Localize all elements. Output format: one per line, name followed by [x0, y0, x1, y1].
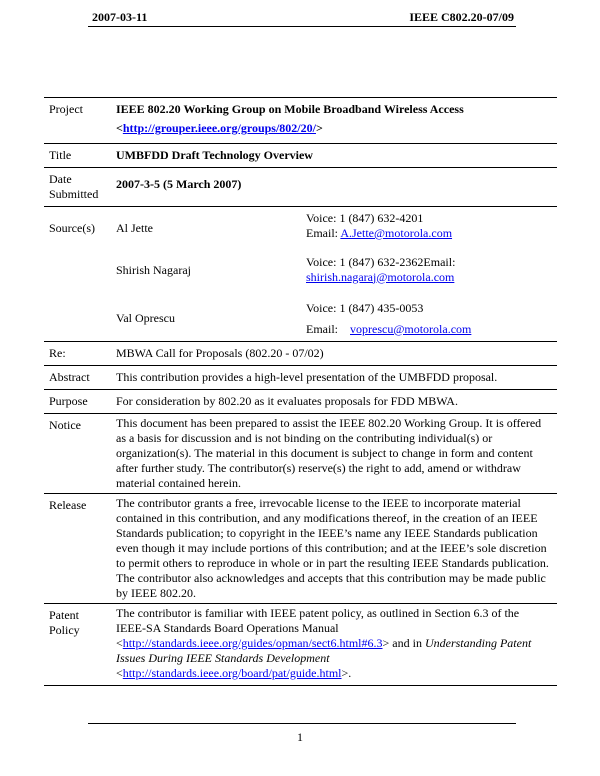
- source-1-email[interactable]: A.Jette@motorola.com: [340, 226, 453, 240]
- source-1-cell: [111, 207, 557, 247]
- project-link[interactable]: http://grouper.ieee.org/groups/802/20/: [122, 121, 316, 135]
- row-source-3: [44, 295, 557, 342]
- patent-text-3: <: [116, 665, 123, 680]
- source-1-name: Al Jette: [116, 221, 153, 235]
- notice-label: Notice: [49, 417, 81, 432]
- re-label: Re:: [49, 345, 66, 360]
- row-purpose: [44, 389, 557, 413]
- row-project: [44, 98, 557, 144]
- patent-value: [111, 603, 557, 685]
- row-release: [44, 493, 557, 603]
- row-notice: [44, 413, 557, 493]
- source-3-voice: Voice: 1 (847) 435-0053: [306, 300, 424, 315]
- source-2-voice: Voice: 1 (847) 632-2362Email:: [306, 254, 456, 269]
- source-2-cell: [111, 247, 557, 295]
- patent-guide-title: Understanding Patent Issues During IEEE Standards Development: [116, 635, 532, 665]
- header-doc-id: IEEE C802.20-07/09: [409, 10, 514, 24]
- row-patent: [44, 603, 557, 685]
- patent-label-line2: Policy: [49, 622, 80, 637]
- source-3-email[interactable]: voprescu@motorola.com: [350, 321, 472, 336]
- page-number: 1: [297, 730, 303, 744]
- row-date: [44, 168, 557, 207]
- source-1-email-label: Email:: [306, 226, 341, 240]
- cover-table: [44, 97, 557, 686]
- date-label: [44, 168, 111, 207]
- header-divider: [88, 26, 516, 27]
- title-value: UMBFDD Draft Technology Overview: [116, 148, 313, 162]
- purpose-label: Purpose: [49, 393, 88, 408]
- patent-text-4: >.: [341, 665, 352, 680]
- source-3-spacer: [44, 295, 111, 342]
- date-value: [111, 168, 557, 207]
- header-date: 2007-03-11: [92, 10, 148, 24]
- re-value: MBWA Call for Proposals (802.20 - 07/02): [116, 345, 324, 360]
- patent-link-opman[interactable]: http://standards.ieee.org/guides/opman/sect6.html#6.3: [122, 635, 383, 650]
- source-2-spacer: [44, 247, 111, 295]
- source-1-voice: Voice: 1 (847) 632-4201: [306, 211, 424, 225]
- purpose-value: For consideration by 802.20 as it evaluates proposals for FDD MBWA.: [116, 393, 458, 408]
- patent-text-2: > and in: [382, 635, 425, 650]
- date-label-line1: Date: [49, 172, 72, 186]
- row-title: [44, 144, 557, 168]
- abstract-value: This contribution provides a high-level presentation of the UMBFDD proposal.: [116, 369, 498, 384]
- project-cell: [111, 98, 557, 144]
- source-2-email[interactable]: shirish.nagaraj@motorola.com: [306, 269, 455, 284]
- notice-value: This document has been prepared to assist the IEEE 802.20 Working Group. It is offered as a basis for discussion and is not binding on the contributing individual(s) or organization(s). The material in this document is subject to change in form and content after further study. The contributor(s) reserve(s) the right to add, amend or withdraw material contained herein.: [116, 415, 542, 490]
- project-link-line: [116, 121, 552, 136]
- sources-label: Source(s): [49, 221, 95, 235]
- patent-text-1: The contributor is familiar with IEEE patent policy, as outlined in Section 6.3 of the IEEE-SA Standards Board Operations Manual <: [116, 605, 520, 650]
- source-3-cell: [111, 295, 557, 342]
- patent-label: [44, 603, 111, 685]
- patent-link-guide[interactable]: http://standards.ieee.org/board/pat/guide.html: [122, 665, 342, 680]
- abstract-label: Abstract: [49, 369, 90, 384]
- source-3-name: Val Oprescu: [116, 310, 175, 325]
- source-2-name: Shirish Nagaraj: [116, 262, 191, 277]
- date-label-line2: Submitted: [49, 187, 99, 201]
- row-source-2: [44, 247, 557, 295]
- link-bracket-close: >: [315, 121, 323, 135]
- project-label: Project: [49, 102, 83, 116]
- footer-divider: [88, 723, 516, 724]
- source-3-email-label: Email:: [306, 321, 350, 336]
- row-source-1: [44, 207, 557, 247]
- row-re: [44, 341, 557, 365]
- release-label: Release: [49, 497, 87, 512]
- title-label: Title: [49, 148, 72, 162]
- patent-label-line1: Patent: [49, 607, 79, 622]
- date-value-text: 2007-3-5 (5 March 2007): [116, 177, 242, 191]
- row-abstract: [44, 365, 557, 389]
- release-value: The contributor grants a free, irrevocable license to the IEEE to incorporate material contained in this contribution, and any modifications thereof, in the creation of an IEEE Standards publication; to copyright in the IEEE’s name any IEEE Standards publication even though it may include portions of this contribution; and at the IEEE’s sole discretion to permit others to reproduce in whole or in part the resulting IEEE Standards publication. The contributor also acknowledges and accepts that this contribution may be made public by IEEE 802.20.: [116, 495, 549, 600]
- project-title: IEEE 802.20 Working Group on Mobile Broadband Wireless Access: [116, 102, 464, 116]
- link-bracket-open: <: [116, 121, 123, 135]
